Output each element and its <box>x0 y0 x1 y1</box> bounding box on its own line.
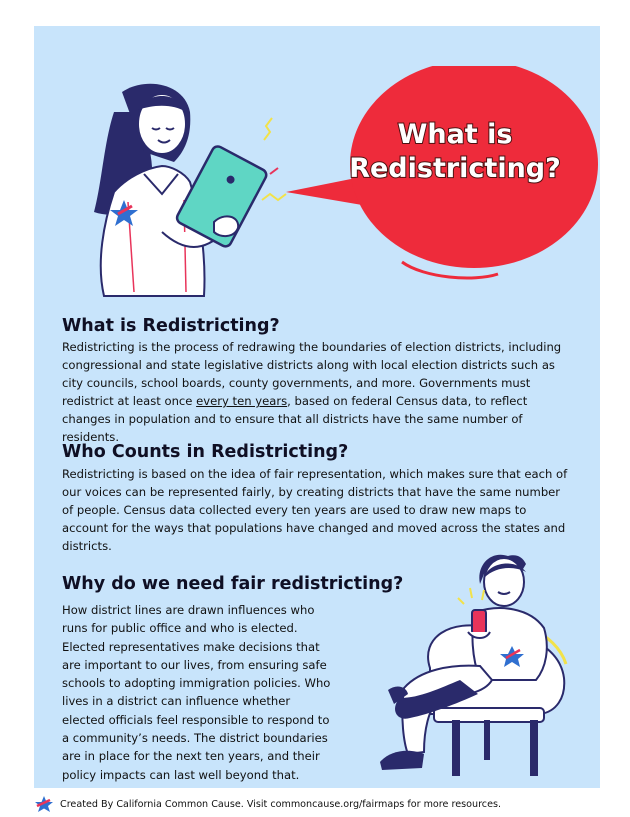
body-text-before: Redistricting is the process of redrawing the boundaries of election districts, including congressional and state legislative districts along with local election districts such as city councils, school boards, county governments, and more. Governments must redistrict at least once <box>62 340 562 409</box>
bubble-title-line1: What is <box>397 119 513 150</box>
every-ten-years-link[interactable]: every ten years <box>196 394 288 409</box>
section-heading-what-is: What is Redistricting? <box>62 316 280 336</box>
section-heading-why-fair: Why do we need fair redistricting? <box>62 574 404 594</box>
woman-with-tablet-illustration <box>74 82 294 298</box>
star-logo-icon <box>34 795 54 813</box>
section-body-why-fair: How district lines are drawn influences who runs for public office and who is elected. Elected representatives make decisions that are important to our lives, from ensuring safe schools to adopting immigration policies. Who lives in a district can influence whether elected officials feel responsible to respond to a community’s needs. The district boundaries are in place for the next ten years, and their policy impacts can last well beyond that. <box>62 603 331 782</box>
body-text-after: , based on federal Census data, to reflect changes in population and to ensure that all districts have the same number of residents. <box>62 394 528 445</box>
man-with-phone-illustration <box>360 548 578 780</box>
section-heading-who-counts: Who Counts in Redistricting? <box>62 442 349 462</box>
bubble-title <box>340 118 570 186</box>
bubble-title-line2: Redistricting? <box>349 153 561 184</box>
section-body-what-is <box>62 338 572 447</box>
footer-credit: Created By California Common Cause. Visit commoncause.org/fairmaps for more resources. <box>60 799 502 810</box>
section-body-who-counts: Redistricting is based on the idea of fair representation, which makes sure that each of our voices can be represented fairly, by creating districts that have the same number of people. Census data collected every ten years are used to draw new maps to account for the ways that populations have changed and moved across the states and districts. <box>62 467 568 554</box>
